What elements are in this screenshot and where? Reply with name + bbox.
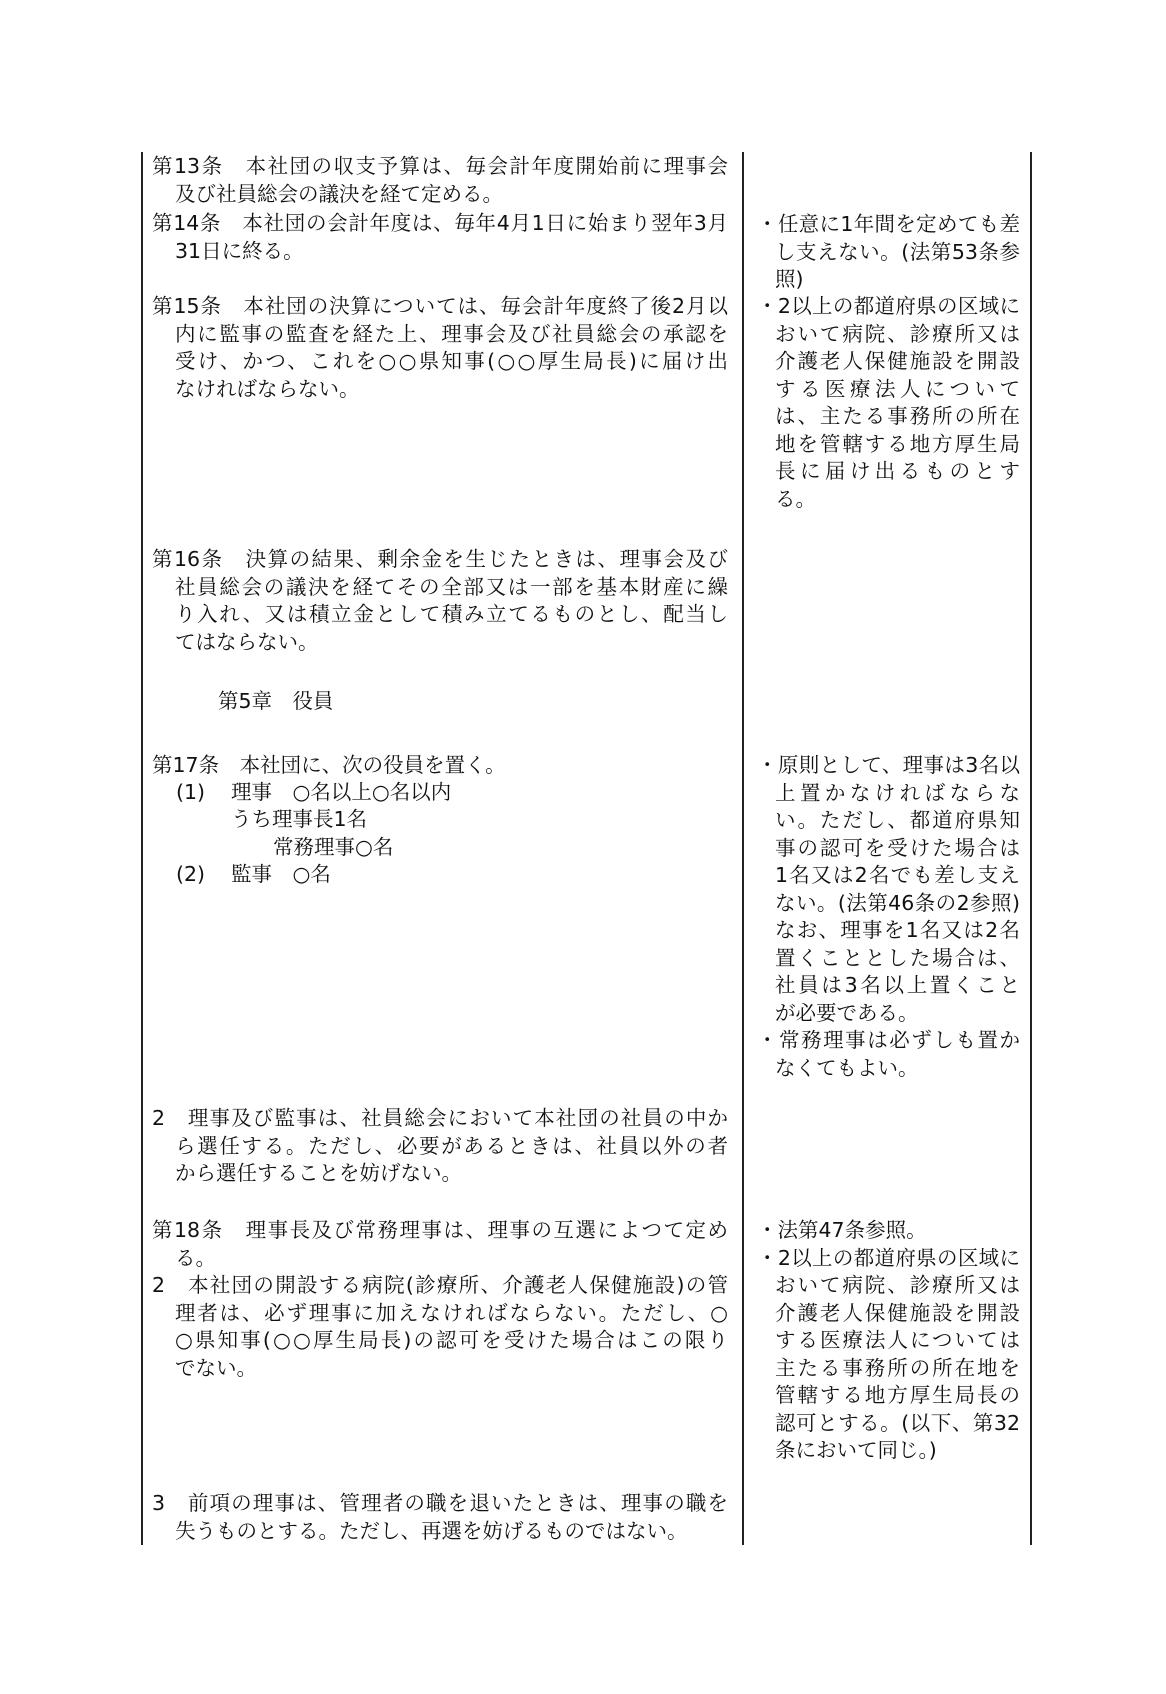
note-text-line: 上置かなければならな [775,780,1020,805]
item-2-text: 監事 ○名 [231,862,331,886]
note-text-line: い。ただし、都道府県知 [775,808,1020,832]
note-text-line: なお、理事を1名又は2名 [775,918,1020,942]
article-17-heading: 第17条 本社団に、次の役員を置く。 [152,753,506,777]
article-text-line: 及び社員総会の議決を経て定める。 [175,181,503,206]
note-text-line: 社員は3名以上置くこと [775,973,1020,997]
article-text-line: 3 前項の理事は、管理者の職を退いたときは、理事の職を [152,1491,728,1515]
note-text-line: ・常務理事は必ずしも置か [757,1028,1020,1052]
item-1-sub-chairman: うち理事長1名 [231,807,368,831]
note-text-line: おいて病院、診療所又は [775,1273,1020,1297]
note-text-line: 介護老人保健施設を開設 [775,1300,1020,1325]
note-text-line: おいて病院、診療所又は [775,321,1020,346]
note-text-line: は、主たる事務所の所在 [775,404,1020,428]
note-text-line: 介護老人保健施設を開設 [775,349,1020,373]
article-text-line: でない。 [175,1355,257,1380]
article-text-line: 失うものとする。ただし、再選を妨げるものではない。 [175,1518,688,1543]
article-text-line: 第16条 決算の結果、剰余金を生じたときは、理事会及び [152,547,728,571]
article-text-line: ○県知事(○○厚生局長)の認可を受けた場合はこの限り [175,1328,728,1352]
note-text-line: する医療法人について [775,376,1020,401]
article-text-line: 第14条 本社団の会計年度は、毎年4月1日に始まり翌年3月 [152,211,728,235]
note-text-line: 管轄する地方厚生局長の [775,1383,1020,1407]
table-border-right [1030,152,1032,1545]
article-text-line: 受け、かつ、これを○○県知事(○○厚生局長)に届け出 [175,349,728,373]
article-text-line: 社員総会の議決を経てその全部又は一部を基本財産に繰 [175,574,728,599]
article-text-line: 第18条 理事長及び常務理事は、理事の互選によつて定め [152,1218,728,1242]
article-text-line: り入れ、又は積立金として積み立てるものとし、配当し [175,602,728,626]
note-text-line: が必要である。 [775,1000,919,1025]
note-text-line: ない。(法第46条の2参照) [775,890,1020,915]
article-text-line: てはならない。 [175,629,319,654]
note-text-line: なくてもよい。 [775,1055,919,1080]
item-1-sub-executive: 常務理事○名 [273,835,394,859]
article-text-line: から選任することを妨げない。 [175,1161,462,1185]
article-text-line: なければならない。 [175,376,360,401]
note-text-line: 置くこととした場合は、 [775,945,1020,970]
note-text-line: し支えない。(法第53条参 [775,239,1020,264]
note-text-line: ・2以上の都道府県の区域に [757,1245,1020,1270]
note-text-line: 認可とする。(以下、第32 [775,1410,1020,1435]
note-text-line: る。 [775,486,816,511]
item-1-number: (1) [176,780,206,804]
note-text-line: ・原則として、理事は3名以 [757,753,1020,777]
note-text-line: 1名又は2名でも差し支え [775,863,1020,887]
article-text-line: 2 本社団の開設する病院(診療所、介護老人保健施設)の管 [152,1273,728,1297]
note-text-line: ・任意に1年間を定めても差 [757,212,1020,236]
article-text-line: ら選任する。ただし、必要があるときは、社員以外の者 [175,1133,728,1158]
note-text-line: 事の認可を受けた場合は [775,835,1020,860]
article-text-line: 内に監事の監査を経た上、理事会及び社員総会の承認を [175,321,728,346]
article-text-line: 第13条 本社団の収支予算は、毎会計年度開始前に理事会 [152,154,728,178]
note-text-line: 主たる事務所の所在地を [775,1355,1020,1380]
note-text-line: ・法第47条参照。 [757,1218,927,1242]
table-border-left [141,152,143,1545]
note-text-line: 照) [775,267,804,291]
article-text-line: る。 [175,1245,216,1270]
chapter-heading: 第5章 役員 [218,689,334,713]
article-text-line: 理者は、必ず理事に加えなければならない。ただし、○ [175,1300,728,1325]
table-border-middle [742,152,744,1545]
item-1-text: 理事 ○名以上○名以内 [231,780,452,804]
note-text-line: 長に届け出るものとす [775,459,1020,483]
note-text-line: する医療法人については [775,1328,1020,1352]
item-2-number: (2) [176,862,206,886]
article-text-line: 2 理事及び監事は、社員総会において本社団の社員の中か [152,1106,728,1130]
article-text-line: 31日に終る。 [175,238,304,263]
article-text-line: 第15条 本社団の決算については、毎会計年度終了後2月以 [152,294,728,318]
note-text-line: 地を管轄する地方厚生局 [775,431,1020,456]
note-text-line: 条において同じ。) [775,1438,937,1462]
note-text-line: ・2以上の都道府県の区域に [757,294,1020,318]
